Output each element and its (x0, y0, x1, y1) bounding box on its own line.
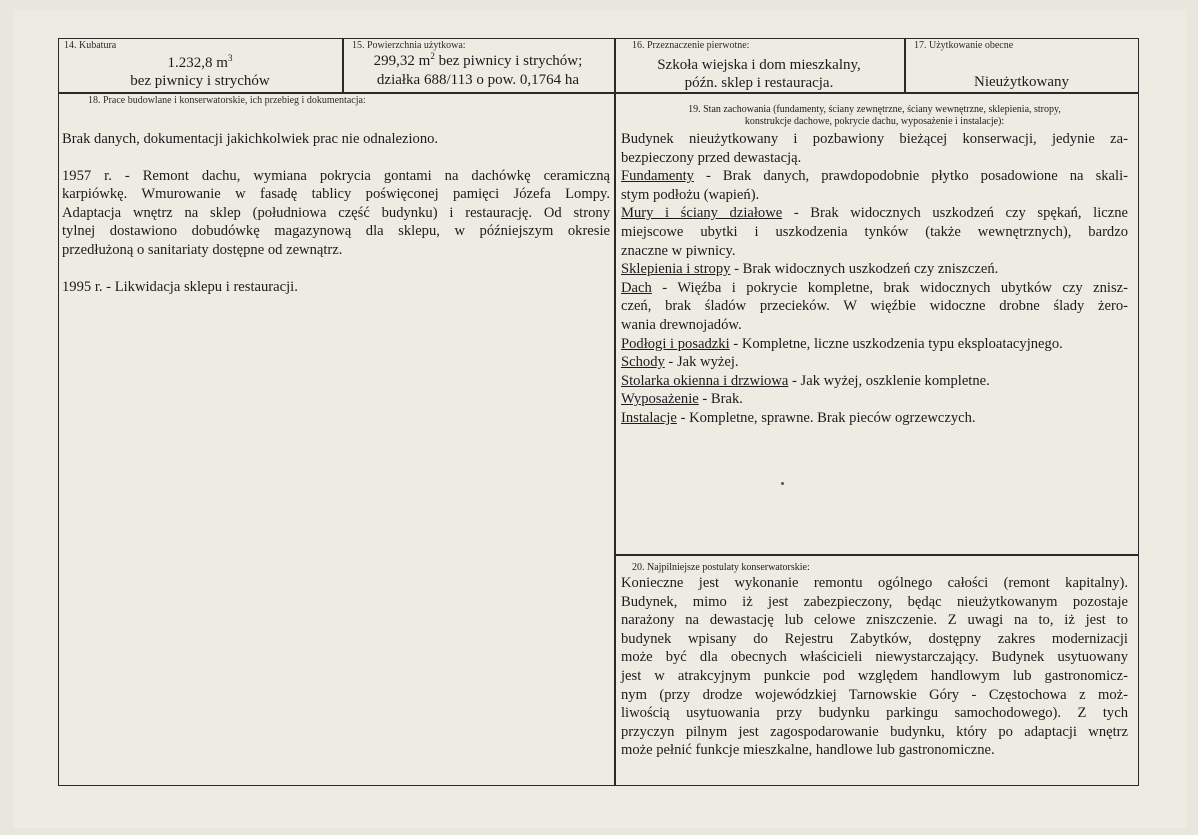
condition-text (621, 130, 1128, 428)
postulate-line: może pełnić funkcje mieszkalne, handlowe lub gastronomiczne. (621, 742, 995, 759)
cubature-value (58, 55, 342, 72)
field-15-label: 15. Powierzchnia użytkowa: (352, 40, 466, 51)
condition-item-floors (621, 335, 1128, 354)
usable-area-exponent: 2 (430, 51, 435, 61)
works-line: Adaptacja wnętrz na sklep (południowa część budynku) i restaurację. Od strony (62, 204, 610, 221)
condition-item-text: - Jak wyżej, oszklenie kompletne. (788, 372, 990, 389)
divider (58, 92, 1139, 94)
original-purpose-line1: Szkoła wiejska i dom mieszkalny, (657, 57, 861, 73)
field-16-label: 16. Przeznaczenie pierwotne: (632, 40, 750, 51)
current-use-value: Nieużytkowany (974, 74, 1069, 90)
postulate-line: Budynek, mimo iż jest zabezpieczony, będąc nieużytkowanym pozostaje (621, 593, 1128, 610)
works-line: tylnej dostawiono dobudówkę magazynową dla sklepu, w późniejszym okresie (62, 223, 610, 240)
divider (614, 554, 1139, 556)
condition-item-vaults (621, 260, 1128, 279)
condition-item-joinery (621, 372, 1128, 391)
works-line: przedłużoną o sanitariaty dostępne od zewnątrz. (62, 241, 343, 258)
field-18-label: 18. Prace budowlane i konserwatorskie, ich przebieg i dokumentacja: (88, 95, 366, 106)
works-paragraph-3: 1995 r. - Likwidacja sklepu i restauracji. (62, 278, 298, 295)
condition-item-head: Stolarka okienna i drzwiowa (621, 372, 789, 389)
condition-item-text: wania drewnojadów. (621, 316, 742, 333)
works-paragraph-1: Brak danych, dokumentacji jakichkolwiek prac nie odnaleziono. (62, 131, 439, 147)
condition-item-roof (621, 279, 1128, 298)
condition-item-walls (621, 204, 1128, 223)
condition-item-text: - Brak danych, prawdopodobnie płytko posadowione na skali- (693, 168, 1128, 185)
postulate-line: liwością usytuowania przy budynku parkingu samochodowego). Z tych (621, 705, 1128, 722)
condition-item-text: znaczne w piwnicy. (621, 242, 736, 259)
original-purpose-line2: późn. sklep i restauracja. (684, 75, 834, 91)
condition-item-text: - Kompletne, sprawne. Brak pieców ogrzewczych. (676, 409, 976, 426)
condition-item-head: Dach (621, 279, 652, 296)
usable-area-number: 299,32 m (373, 53, 431, 69)
condition-item-text: - Brak. (698, 391, 743, 408)
condition-item-head: Instalacje (621, 409, 677, 426)
field-14-label: 14. Kubatura (64, 40, 117, 51)
condition-item-head: Wyposażenie (621, 391, 699, 408)
postulate-line: Konieczne jest wykonanie remontu ogólnego całości (remont kapitalny). (621, 575, 1128, 591)
condition-intro: bezpieczony przed dewastacją. (621, 149, 802, 166)
condition-item-head: Podłogi i posadzki (621, 335, 730, 352)
usable-area-value (342, 53, 614, 70)
conservation-postulates-text (621, 574, 1128, 760)
condition-item-head: Fundamenty (621, 168, 694, 185)
condition-item-text: stym podłożu (wapień). (621, 186, 760, 203)
divider (614, 38, 616, 786)
condition-item-installations (621, 409, 1128, 428)
condition-item-text: czeń, brak śladów przecieków. W więźbie widoczne drobne ślady żero- (621, 298, 1128, 315)
field-17-label: 17. Użytkowanie obecne (914, 40, 1014, 51)
postulate-line: budynek wpisany do Rejestru Zabytków, dostępny zakres modernizacji (621, 630, 1128, 647)
usable-area-note: bez piwnicy i strychów; (434, 53, 583, 69)
works-line: karpiówkę. Wmurowanie w fasadę tablicy poświęconej pamięci Józefa Lompy. (62, 186, 610, 203)
field-19-label-line: konstrukcje dachowe, pokrycie dachu, wyposażenie i instalacje): (744, 115, 1005, 127)
condition-item-text: - Kompletne, liczne uszkodzenia typu eksploatacyjnego. (729, 335, 1063, 352)
condition-item-foundations (621, 167, 1128, 186)
condition-item-text: miejscowe ubytki i uszkodzenia tynków (także wewnętrznych), bardzo (621, 223, 1128, 240)
condition-item-text: - Więźba i pokrycie kompletne, brak widocznych ubytków czy znisz- (651, 279, 1128, 296)
field-19-label (621, 104, 1128, 127)
plot-area-value: działka 688/113 o pow. 0,1764 ha (376, 72, 580, 88)
condition-item-head: Mury i ściany działowe (621, 205, 783, 222)
condition-item-text: - Brak widocznych uszkodzeń czy spękań, liczne (782, 205, 1128, 222)
postulate-line: nym (przy drodze wojewódzkiej Tarnowskie Góry - Częstochowa z moż- (621, 686, 1128, 703)
works-line: 1957 r. - Remont dachu, wymiana pokrycia gontami na dachówkę ceramiczną (62, 167, 610, 184)
field-20-label: 20. Najpilniejsze postulaty konserwatorskie: (632, 562, 810, 573)
condition-item-stairs (621, 353, 1128, 372)
field-19-label-line: 19. Stan zachowania (fundamenty, ściany zewnętrzne, ściany wewnętrzne, sklepienia, stropy, (688, 104, 1061, 115)
cubature-exponent: 3 (227, 53, 233, 63)
works-paragraph-2 (62, 167, 610, 260)
condition-item-head: Sklepienia i stropy (621, 261, 731, 278)
postulate-line: narażony na dewastację lub celowe zniszczenie. Z uwagi na to, iż jest to (621, 612, 1128, 629)
cubature-note: bez piwnicy i strychów (130, 73, 270, 89)
condition-item-text: - Jak wyżej. (664, 354, 739, 371)
construction-works-text (62, 130, 610, 314)
postulate-line: może być dla obecnych właścicieli niewystarczający. Budynek usytuowany (621, 649, 1128, 666)
condition-item-head: Schody (621, 354, 665, 371)
condition-intro: Budynek nieużytkowany i pozbawiony bieżącej konserwacji, jedynie za- (621, 131, 1128, 147)
postulate-line: przyczyn pilnym jest zagospodarowanie budynku, który po adaptacji wnętrz (621, 723, 1128, 740)
condition-item-text: - Brak widocznych uszkodzeń czy zniszczeń. (730, 261, 999, 278)
scan-speck (781, 482, 784, 485)
condition-item-equipment (621, 390, 1128, 409)
postulate-line: jest w atrakcyjnym punkcie pod względem handlowym lub gastronomicz- (621, 667, 1128, 684)
cubature-number: 1.232,8 m (167, 55, 228, 71)
